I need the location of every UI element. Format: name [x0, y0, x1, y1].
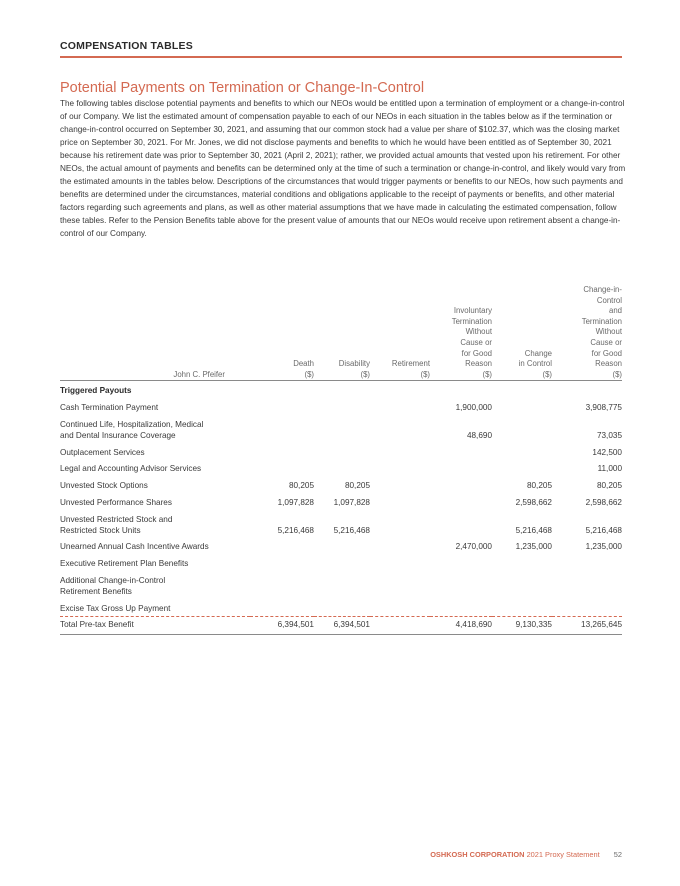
- row-label-line: Additional Change-in-Control: [60, 575, 166, 585]
- table-cell: [250, 460, 314, 477]
- table-cell: [250, 416, 314, 444]
- table-cell: [314, 399, 370, 416]
- table-cell: [250, 538, 314, 555]
- table-row: [60, 460, 622, 477]
- row-label: [60, 511, 250, 539]
- total-cell: 6,394,501: [314, 617, 370, 635]
- section-label: COMPENSATION TABLES: [60, 40, 193, 52]
- table-row: [60, 538, 622, 555]
- table-cell: [430, 477, 492, 494]
- table-cell: [370, 416, 430, 444]
- row-label-line: Restricted Stock Units: [60, 525, 141, 535]
- table-cell: [492, 572, 552, 600]
- table-cell: [430, 494, 492, 511]
- total-cell: 9,130,335: [492, 617, 552, 635]
- table-cell: [552, 600, 622, 617]
- table-cell: [370, 460, 430, 477]
- row-label-line: Outplacement Services: [60, 447, 145, 457]
- table-cell: [250, 444, 314, 461]
- table-cell: [492, 416, 552, 444]
- row-label-line: Excise Tax Gross Up Payment: [60, 603, 171, 613]
- table-row: [60, 600, 622, 617]
- row-label: [60, 572, 250, 600]
- executive-name: John C. Pfeifer: [60, 285, 250, 381]
- column-header-line: ($): [542, 369, 552, 379]
- column-header-line: ($): [612, 369, 622, 379]
- table-cell: [370, 538, 430, 555]
- table-cell: [314, 444, 370, 461]
- column-header-line: Control: [596, 295, 622, 305]
- intro-paragraph: The following tables disclose potential payments and benefits to which our NEOs would be entitled upon a termination of employment or a change-in-control of our Company. We list the estimated amount of compensation payable to each of our NEOs in each situation in the tables below as if the termination or change-in-control occurred on September 30, 2021, and assuming that our common stock had a value per share of $102.37, which was the closing market price on September 30, 2021. For Mr. Jones, we did not disclose payments and benefits to which he would have been entitled as of September 30, 2021 because his retirement date was prior to September 30, 2021 (April 2, 2021); rather, we provided actual amounts that vested upon his retirement. For other NEOs, the actual amount of payments and benefits can be determined only at the time of such a termination or change-in-control, and likely would vary from the estimated amounts in the tables below. Descriptions of the circumstances that would trigger payments or benefits to our NEOs, how such payments and benefits are determined under the circumstances, material conditions and obligations applicable to the receipt of payments or benefits, and other material factors regarding such agreements and plans, as well as other material assumptions that we have made in calculating the estimated compensation, follow these tables. Refer to the Pension Benefits table above for the present value of amounts that our NEOs would receive upon retirement absent a change-in-control of our Company.: [60, 99, 626, 238]
- table-cell: [314, 460, 370, 477]
- column-header-line: Cause or: [590, 337, 622, 347]
- row-label-line: Legal and Accounting Advisor Services: [60, 464, 202, 474]
- table-cell: [250, 572, 314, 600]
- table-cell: [430, 460, 492, 477]
- column-header-line: Disability: [338, 359, 370, 369]
- column-header: [314, 285, 370, 381]
- table-row: [60, 572, 622, 600]
- total-row: [60, 617, 622, 635]
- table-cell: [430, 444, 492, 461]
- table-cell: 11,000: [597, 464, 622, 474]
- table-cell: 1,900,000: [455, 403, 492, 413]
- table-cell: [370, 477, 430, 494]
- row-label-line: Continued Life, Hospitalization, Medical: [60, 419, 204, 429]
- total-cell: 6,394,501: [250, 617, 314, 635]
- table-cell: 80,205: [288, 481, 314, 491]
- table-cell: 3,908,775: [585, 403, 622, 413]
- column-header-line: Change: [524, 348, 552, 358]
- payments-table: [60, 285, 622, 635]
- table-cell: [370, 511, 430, 539]
- table-cell: [430, 511, 492, 539]
- table-row: [60, 494, 622, 511]
- column-header-line: Reason: [465, 359, 492, 369]
- row-label: [60, 600, 250, 617]
- group-label: Triggered Payouts: [60, 386, 132, 396]
- table-cell: [370, 444, 430, 461]
- column-header: [250, 285, 314, 381]
- table-cell: [250, 600, 314, 617]
- table-cell: [492, 555, 552, 572]
- row-label: [60, 460, 250, 477]
- column-header-line: Cause or: [460, 337, 492, 347]
- page-title: Potential Payments on Termination or Change-In-Control: [60, 80, 425, 96]
- table-cell: 80,205: [596, 481, 622, 491]
- column-header-line: ($): [482, 369, 492, 379]
- column-header: [492, 285, 552, 381]
- table-cell: 1,097,828: [333, 497, 370, 507]
- table-cell: 1,235,000: [585, 542, 622, 552]
- row-label-line: Retirement Benefits: [60, 586, 132, 596]
- table-cell: [314, 538, 370, 555]
- table-row: [60, 416, 622, 444]
- table-cell: 2,470,000: [455, 542, 492, 552]
- column-header-line: ($): [420, 369, 430, 379]
- row-label: [60, 538, 250, 555]
- total-cell: 13,265,645: [552, 617, 622, 635]
- table-row: [60, 477, 622, 494]
- column-header: [552, 285, 622, 381]
- table-cell: [370, 600, 430, 617]
- column-header-line: for Good: [461, 348, 492, 358]
- row-label-line: Cash Termination Payment: [60, 403, 159, 413]
- column-header-line: and: [608, 306, 622, 316]
- table-cell: 5,216,468: [333, 525, 370, 535]
- table-row: [60, 399, 622, 416]
- table-cell: 5,216,468: [515, 525, 552, 535]
- table-cell: 2,598,662: [585, 497, 622, 507]
- table-cell: 1,097,828: [277, 497, 314, 507]
- table-row: [60, 444, 622, 461]
- row-label-line: Unvested Stock Options: [60, 481, 148, 491]
- row-label-line: Unearned Annual Cash Incentive Awards: [60, 542, 209, 552]
- row-label: [60, 399, 250, 416]
- column-header-line: ($): [304, 369, 314, 379]
- row-label: [60, 494, 250, 511]
- table-cell: [314, 416, 370, 444]
- column-header-line: for Good: [591, 348, 622, 358]
- page-footer: [430, 850, 622, 859]
- column-header-line: Termination: [451, 316, 492, 326]
- column-header: [430, 285, 492, 381]
- table-cell: [430, 572, 492, 600]
- column-header-line: Death: [293, 359, 314, 369]
- table-cell: 80,205: [344, 481, 370, 491]
- row-label-line: and Dental Insurance Coverage: [60, 430, 176, 440]
- table-cell: [370, 555, 430, 572]
- table-cell: 73,035: [596, 430, 622, 440]
- table-cell: [430, 555, 492, 572]
- row-label: [60, 555, 250, 572]
- table-cell: [370, 494, 430, 511]
- table-row: [60, 511, 622, 539]
- column-header-line: Involuntary: [453, 306, 492, 316]
- column-header-line: Without: [595, 327, 622, 337]
- footer-brand: OSHKOSH CORPORATION: [430, 850, 525, 859]
- table-row: [60, 555, 622, 572]
- row-label: [60, 416, 250, 444]
- total-cell: [370, 617, 430, 635]
- table-cell: 48,690: [466, 430, 492, 440]
- table-cell: [370, 572, 430, 600]
- column-header-line: Change-in-: [583, 285, 622, 294]
- table-cell: [314, 600, 370, 617]
- column-header: [370, 285, 430, 381]
- table-cell: [492, 460, 552, 477]
- footer-doc: 2021 Proxy Statement: [526, 850, 600, 859]
- column-header-line: ($): [360, 369, 370, 379]
- table-cell: 1,235,000: [515, 542, 552, 552]
- column-header-line: in Control: [518, 359, 552, 369]
- page-number: 52: [613, 850, 622, 859]
- row-label-line: Unvested Restricted Stock and: [60, 514, 173, 524]
- total-label: Total Pre-tax Benefit: [60, 617, 250, 635]
- table-cell: 2,598,662: [515, 497, 552, 507]
- table-cell: [314, 555, 370, 572]
- table-cell: [314, 572, 370, 600]
- table-cell: [492, 444, 552, 461]
- column-header-line: Termination: [581, 316, 622, 326]
- column-header-line: Reason: [595, 359, 622, 369]
- row-label-line: Unvested Performance Shares: [60, 497, 172, 507]
- table-cell: [250, 555, 314, 572]
- table-cell: 80,205: [526, 481, 552, 491]
- row-label: [60, 444, 250, 461]
- row-label-line: Executive Retirement Plan Benefits: [60, 559, 189, 569]
- table-cell: [370, 399, 430, 416]
- table-cell: [492, 600, 552, 617]
- table-cell: [430, 600, 492, 617]
- table-header-row: [60, 285, 622, 381]
- total-cell: 4,418,690: [430, 617, 492, 635]
- table-cell: [552, 555, 622, 572]
- table-cell: 5,216,468: [585, 525, 622, 535]
- header-rule: [60, 56, 622, 58]
- column-header-line: Without: [465, 327, 492, 337]
- table-cell: 142,500: [592, 447, 622, 457]
- column-header-line: Retirement: [391, 359, 430, 369]
- table-cell: [492, 399, 552, 416]
- table-cell: [552, 572, 622, 600]
- table-cell: [250, 399, 314, 416]
- table-cell: 5,216,468: [277, 525, 314, 535]
- group-row: [60, 381, 622, 399]
- row-label: [60, 477, 250, 494]
